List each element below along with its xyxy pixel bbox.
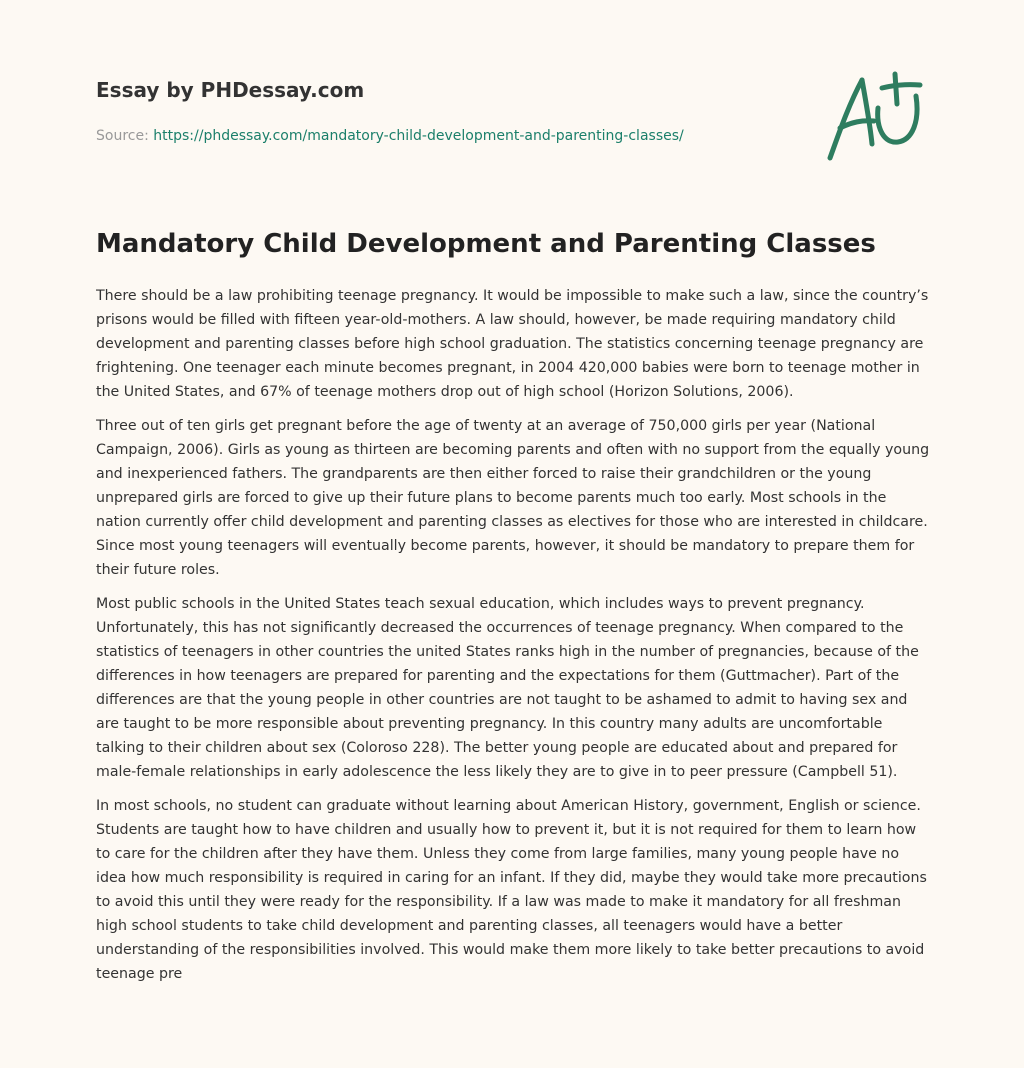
- essay-paragraph: There should be a law prohibiting teenage pregnancy. It would be impossible to make such a law, since the country’s prisons would be filled with fifteen year-old-mothers. A law should, however, be made requiring mandatory child development and parenting classes before high school graduation. The statistics concerning teenage pregnancy are frightening. One teenager each minute becomes pregnant, in 2004 420,000 babies were born to teenage mother in the United States, and 67% of teenage mothers drop out of high school (Horizon Solutions, 2006).: [96, 288, 929, 400]
- essay-body: [96, 284, 932, 1068]
- essay-paragraph: In most schools, no student can graduate without learning about American History, government, English or science. Students are taught how to have children and usually how to prevent it, but it is not required for them to learn how to care for the children after they have them. Unless they come from large families, many young people have no idea how much responsibility is required in caring for an infant. If they did, maybe they would take more precautions to avoid this until they were ready for the responsibility. If a law was made to make it mandatory for all freshman high school students to take child development and parenting classes, all teenagers would have a better understanding of the responsibilities involved. This would make them more likely to take better precautions to avoid teenage pre: [96, 798, 927, 982]
- page-header: [96, 76, 736, 146]
- source-line: [96, 126, 736, 146]
- source-link[interactable]: https://phdessay.com/mandatory-child-development-and-parenting-classes/: [153, 128, 684, 144]
- site-title: Essay by PHDessay.com: [96, 78, 365, 102]
- a-plus-logo-icon: [822, 66, 932, 166]
- source-label: Source:: [96, 128, 154, 144]
- essay-paragraph: Three out of ten girls get pregnant before the age of twenty at an average of 750,000 girls per year (National Campaign, 2006). Girls as young as thirteen are becoming parents and often with no support from the equally young and inexperienced fathers. The grandparents are then either forced to raise their grandchildren or the young unprepared girls are forced to give up their future plans to become parents much too early. Most schools in the nation currently offer child development and parenting classes as electives for those who are interested in childcare. Since most young teenagers will eventually become parents, however, it should be mandatory to prepare them for their future roles.: [96, 418, 930, 578]
- essay-title: Mandatory Child Development and Parenting Classes: [96, 229, 876, 259]
- essay-paragraph: Most public schools in the United States teach sexual education, which includes ways to prevent pregnancy. Unfortunately, this has not significantly decreased the occurrences of teenage pregnancy. When compared to the statistics of teenagers in other countries the united States ranks high in the number of pregnancies, because of the differences in how teenagers are prepared for parenting and the expectations for them (Guttmacher). Part of the differences are that the young people in other countries are not taught to be ashamed to admit to having sex and are taught to be more responsible about preventing pregnancy. In this country many adults are uncomfortable talking to their children about sex (Coloroso 228). The better young people are educated about and prepared for male-female relationships in early adolescence the less likely they are to give in to peer pressure (Campbell 51).: [96, 596, 919, 780]
